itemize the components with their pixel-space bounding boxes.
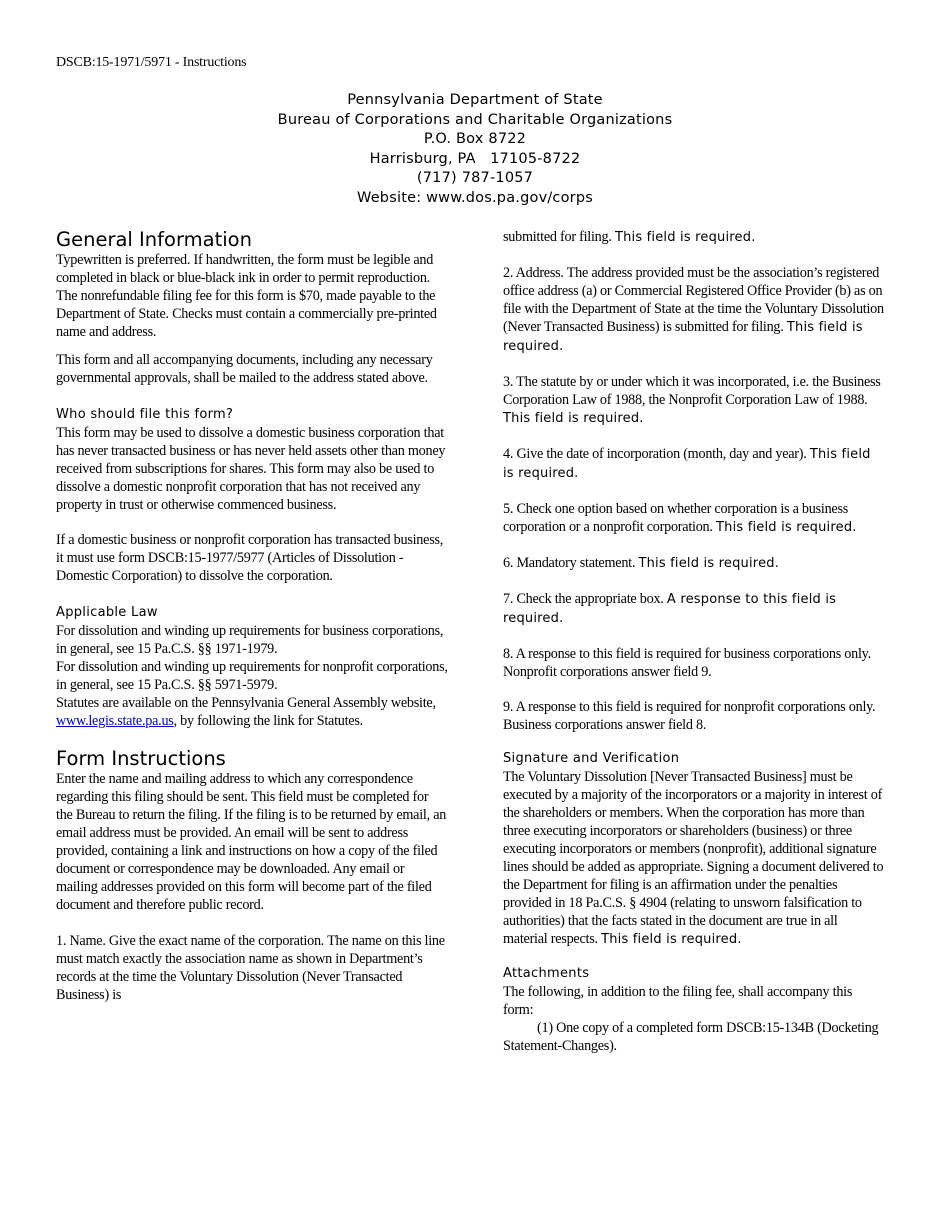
instruction-item-7 (503, 590, 885, 628)
agency-line: Harrisburg, PA 17105-8722 (369, 150, 581, 167)
instruction-item-8: 8. A response to this field is required for business corporations only. Nonprofit corporations answer field 9. (503, 646, 871, 680)
required-note: This field is required. (638, 556, 780, 571)
general-information-heading: General Information (56, 228, 252, 251)
who-should-file-heading: Who should file this form? (56, 407, 234, 422)
required-note: A response to this field is required. (503, 592, 837, 626)
applicable-law-line: For dissolution and winding up requirements for business corporations, in general, see 15 Pa.C.S. §§ 1971-1979. (56, 623, 444, 657)
attachments-heading: Attachments (503, 966, 590, 981)
item-text: 5. Check one option based on whether corporation is a business corporation or a nonprofit corporation. (503, 501, 849, 535)
instruction-item-1-continued (503, 228, 885, 247)
item-text: The Voluntary Dissolution [Never Transacted Business] must be executed by a majority of the incorporators or a majority in interest of the shareholders or members. When the corporation has more than three executing incorporators or shareholders (business) or three executing incorporators or members (nonprofit), additional signature lines should be added as appropriate. Signing a document delivered to the Department for filing is an affirmation under the penalties provided in 18 Pa.C.S. § 4904 (relating to unsworn falsification to authorities) that the facts stated in the document are true in all material respects. (503, 769, 884, 947)
legis-website-link[interactable]: www.legis.state.pa.us (56, 713, 174, 729)
general-info-paragraph: This form and all accompanying documents, including any necessary governmental approvals, shall be mailed to the address stated above. (56, 352, 433, 386)
item-text: 7. Check the appropriate box. (503, 591, 664, 607)
attachment-item (503, 1019, 885, 1055)
who-should-file-paragraph: This form may be used to dissolve a domestic business corporation that has never transacted business or has never held assets other than money received from subscriptions for shares. This form may also be used to dissolve a domestic nonprofit corporation that has not received any property in trust or otherwise commenced business. (56, 425, 446, 513)
signature-verification-heading: Signature and Verification (503, 751, 680, 766)
applicable-law-line: For dissolution and winding up requirements for nonprofit corporations, in general, see 15 Pa.C.S. §§ 5971-5979. (56, 659, 448, 693)
applicable-law-line (56, 694, 448, 730)
agency-line: Website: www.dos.pa.gov/corps (357, 189, 593, 206)
item-text: 6. Mandatory statement. (503, 555, 636, 571)
form-id: DSCB:15-1971/5971 - Instructions (56, 55, 247, 70)
statutes-text: , by following the link for Statutes. (173, 713, 363, 729)
signature-verification-paragraph (503, 768, 885, 949)
statutes-text: Statutes are available on the Pennsylvania General Assembly website, (56, 695, 436, 711)
instruction-item-9: 9. A response to this field is required for nonprofit corporations only. Business corporations answer field 8. (503, 699, 876, 733)
instruction-item-4 (503, 445, 885, 483)
instruction-item-6 (503, 554, 885, 573)
required-note: This field is required. (614, 230, 756, 245)
general-info-paragraph: Typewritten is preferred. If handwritten, the form must be legible and completed in black or blue-black ink in order to permit reproduction. The nonrefundable filing fee for this form is $70, made payable to the Department of State. Checks must contain a commercially pre-printed name and address. (56, 252, 437, 340)
item-text: 3. The statute by or under which it was incorporated, i.e. the Business Corporation Law of 1988, the Nonprofit Corporation Law of 1988. (503, 374, 881, 408)
agency-line: Pennsylvania Department of State (347, 92, 603, 108)
right-column (503, 228, 885, 1055)
item-text: 4. Give the date of incorporation (month, day and year). (503, 446, 807, 462)
agency-line: (717) 787-1057 (416, 170, 534, 187)
item-text: (1) One copy of a completed form DSCB:15-134B (Docketing Statement-Changes). (503, 1020, 879, 1054)
applicable-law-heading: Applicable Law (56, 605, 158, 620)
required-note: This field is required. (503, 411, 644, 426)
form-instructions-paragraph: Enter the name and mailing address to which any correspondence regarding this filing should be sent. This field must be completed for the Bureau to return the filing. If the filing is to be returned by email, an email address must be provided. An email will be sent to address provided, containing a link and instructions on how a copy of the filed document or correspondence may be downloaded. Any email or mailing addresses provided on this form will become part of the filed document and therefore public record. (56, 771, 447, 913)
who-should-file-paragraph: If a domestic business or nonprofit corporation has transacted business, it must use form DSCB:15-1977/5977 (Articles of Dissolution - Domestic Corporation) to dissolve the corporation. (56, 532, 444, 584)
form-instructions-heading: Form Instructions (56, 747, 226, 770)
required-note: This field is required. (503, 320, 863, 354)
required-note: This field is required. (503, 447, 871, 481)
instruction-item-3 (503, 373, 885, 428)
attachments-paragraph: The following, in addition to the filing fee, shall accompany this form: (503, 984, 853, 1018)
left-column (56, 228, 448, 1004)
instruction-item-2 (503, 264, 885, 356)
instruction-item-1: 1. Name. Give the exact name of the corporation. The name on this line must match exactly the association name as shown in Department’s records at the time the Voluntary Dissolution (Never Transacted Business) is (56, 933, 445, 1003)
required-note: This field is required. (601, 932, 742, 947)
agency-address-block (0, 91, 950, 209)
required-note: This field is required. (716, 520, 857, 535)
item-text: 2. Address. The address provided must be the association’s registered office address (a) or Commercial Registered Office Provider (b) as on file with the Department of State at the time the Voluntary Dissolution (Never Transacted Business) is submitted for filing. (503, 265, 884, 335)
agency-line: P.O. Box 8722 (423, 131, 527, 148)
agency-line: Bureau of Corporations and Charitable Organizations (277, 111, 673, 128)
item-text: submitted for filing. (503, 229, 612, 245)
instruction-item-5 (503, 500, 885, 537)
